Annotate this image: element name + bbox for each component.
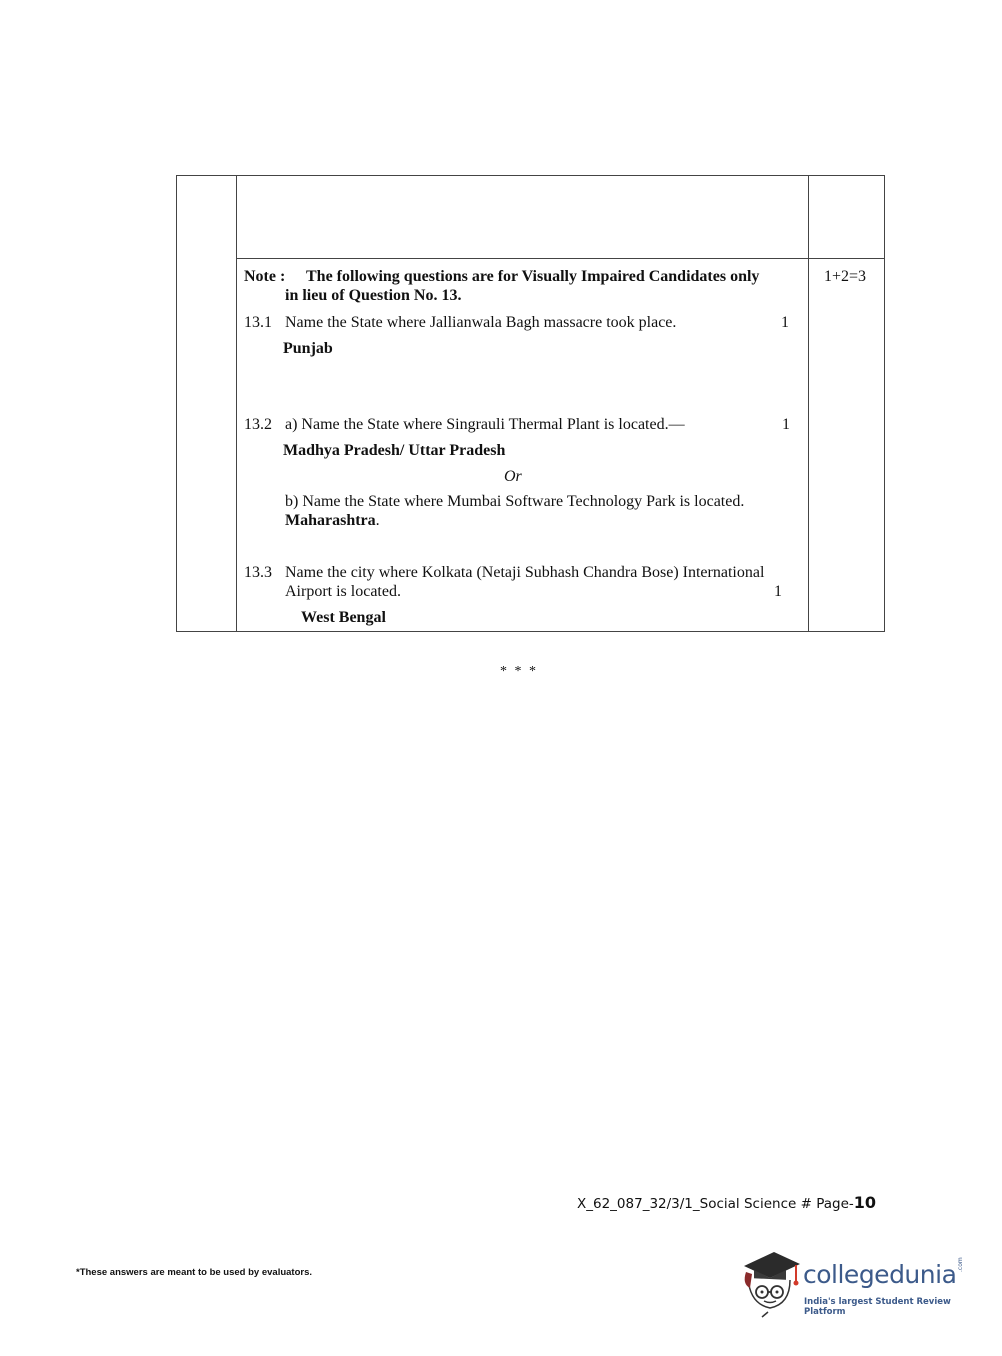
footer-code-text: X_62_087_32/3/1_Social Science # Page- [577, 1196, 854, 1212]
q2-number: 13.2 [244, 416, 272, 433]
end-marker: * * * [500, 664, 538, 679]
footer-disclaimer: *These answers are meant to be used by evaluators. [76, 1267, 313, 1278]
q2-or: Or [504, 468, 522, 485]
footer-page-code [577, 1193, 876, 1212]
brand-name: collegedunia [803, 1260, 957, 1289]
mascot-graduation-cap-icon [740, 1248, 802, 1318]
answer-table [176, 175, 885, 632]
q1-number: 13.1 [244, 314, 272, 331]
q2-part-a: a) Name the State where Singrauli Thermal Plant is located.— [285, 416, 685, 433]
q2-answer-b-punct: . [375, 512, 380, 529]
q3-mark: 1 [774, 583, 782, 600]
q3-answer: West Bengal [301, 609, 386, 626]
q3-question-line-2: Airport is located. [285, 583, 401, 600]
q3-question-line-1: Name the city where Kolkata (Netaji Subhash Chandra Bose) International [285, 564, 765, 581]
marks-total: 1+2=3 [824, 268, 867, 285]
row-divider [236, 258, 884, 259]
note-line-1: The following questions are for Visually Impaired Candidates only [306, 268, 760, 285]
q3-number: 13.3 [244, 564, 272, 581]
q2-part-b: b) Name the State where Mumbai Software Technology Park is located. [285, 493, 745, 510]
note-label: Note : [244, 268, 286, 285]
footer-page-number: 10 [853, 1193, 877, 1212]
column-divider-left [236, 176, 237, 631]
brand-tagline: India's largest Student Review Platform [804, 1297, 951, 1317]
q1-question: Name the State where Jallianwala Bagh massacre took place. [285, 314, 677, 331]
q1-answer: Punjab [283, 340, 333, 357]
note-line-2: in lieu of Question No. 13. [285, 287, 462, 304]
brand-dotcom: .com [957, 1257, 964, 1272]
q2-answer-a: Madhya Pradesh/ Uttar Pradesh [283, 442, 506, 459]
column-divider-right [808, 176, 809, 631]
collegedunia-logo [740, 1248, 970, 1318]
q2-answer-b-line [285, 511, 380, 530]
q2-answer-b: Maharashtra [285, 512, 376, 529]
q2-mark: 1 [782, 416, 790, 433]
q1-mark: 1 [781, 314, 789, 331]
